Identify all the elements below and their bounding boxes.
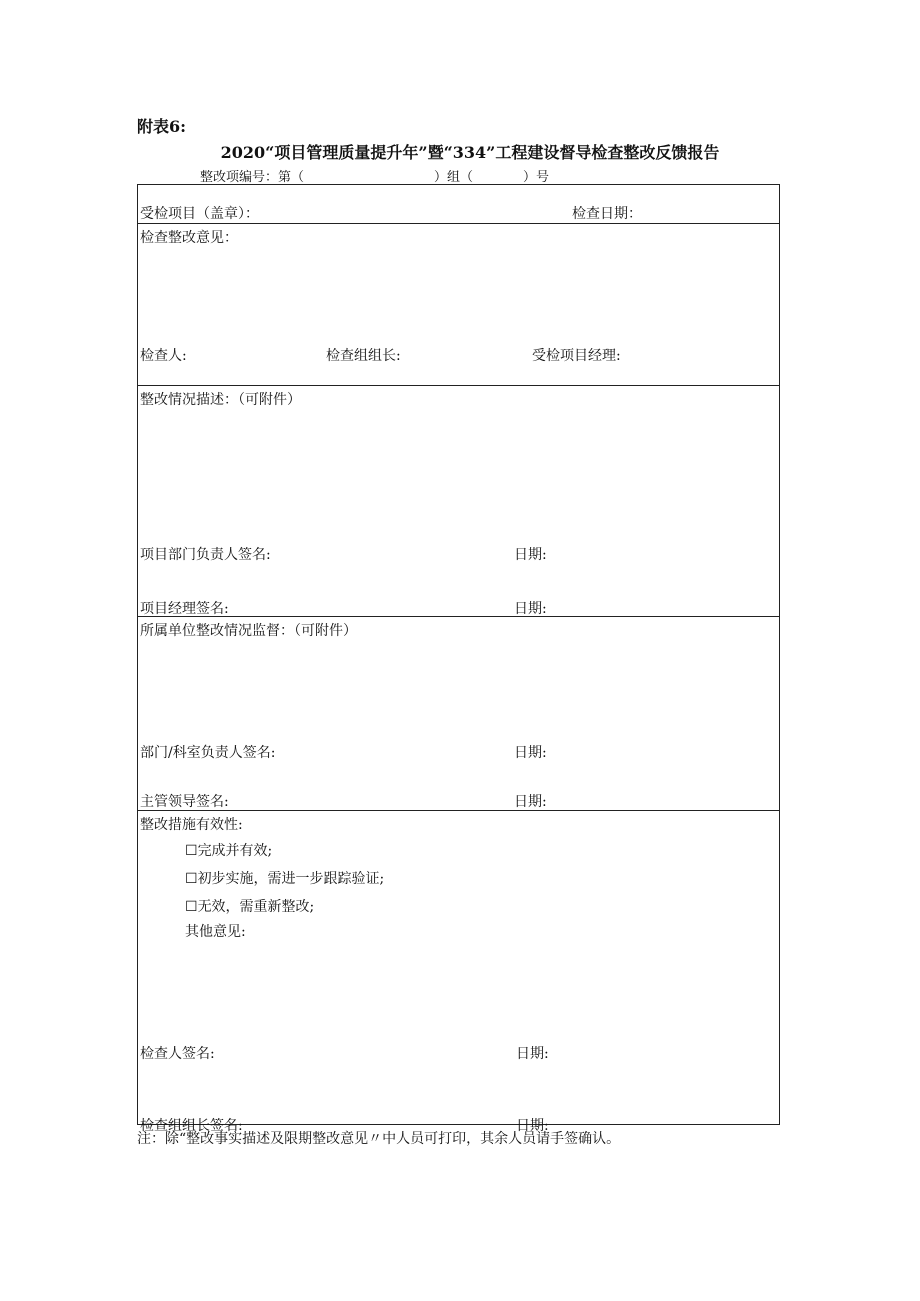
- option-invalid[interactable]: [185, 896, 314, 916]
- group-leader-signature-label: 检查组组长签名:: [140, 1118, 243, 1134]
- date-label: 日期:: [516, 1118, 549, 1134]
- date-label: 日期:: [514, 601, 547, 617]
- option-label: 初步实施，需进一步跟踪验证;: [197, 871, 385, 887]
- checkbox-icon[interactable]: ☐: [185, 871, 198, 887]
- date-label: 日期:: [514, 547, 547, 563]
- date-label: 日期:: [514, 745, 547, 761]
- date-label: 日期:: [514, 794, 547, 810]
- effectiveness-label: 整改措施有效性:: [140, 817, 243, 833]
- checkbox-icon[interactable]: ☐: [185, 843, 198, 859]
- annex-label: 附表6:: [137, 117, 187, 136]
- option-label: 无效，需重新整改;: [197, 899, 315, 915]
- option-complete[interactable]: [185, 840, 272, 860]
- footnote: 注：除“整改事实描述及限期整改意见〃中人员可打印，其余人员请手签确认。: [137, 1131, 621, 1147]
- serial-suffix: ）号: [523, 170, 550, 185]
- serial-prefix: 整改项编号：第（: [200, 170, 305, 185]
- unit-supervision-label: 所属单位整改情况监督：（可附件）: [140, 623, 357, 639]
- pm-signature-label: 项目经理签名:: [140, 601, 229, 617]
- inspection-opinion-label: 检查整改意见：: [140, 230, 238, 246]
- rectification-description-label: 整改情况描述：（可附件）: [140, 392, 301, 408]
- serial-group: ）组（: [434, 170, 474, 185]
- row-divider: [138, 385, 779, 386]
- dept-head-signature-label: 项目部门负责人签名:: [140, 547, 271, 563]
- option-label: 完成并有效;: [197, 843, 273, 859]
- option-initial[interactable]: [185, 868, 384, 888]
- inspected-project-label: 受检项目（盖章）：: [140, 206, 259, 222]
- other-opinion-label: 其他意见:: [185, 924, 246, 940]
- report-title: 2020“项目管理质量提升年”暨“334”工程建设督导检查整改反馈报告: [220, 143, 720, 162]
- serial-number-line: [200, 166, 549, 185]
- group-leader-label: 检查组组长:: [326, 348, 401, 364]
- row-divider: [138, 810, 779, 811]
- inspector-signature-label: 检查人签名:: [140, 1046, 215, 1062]
- row-divider: [138, 223, 779, 224]
- office-head-signature-label: 部门/科室负责人签名:: [140, 745, 276, 761]
- row-divider: [138, 616, 779, 617]
- inspector-label: 检查人:: [140, 348, 187, 364]
- project-manager-label: 受检项目经理:: [532, 348, 621, 364]
- inspection-date-label: 检查日期：: [572, 206, 642, 222]
- leader-signature-label: 主管领导签名:: [140, 794, 229, 810]
- feedback-form-table: [137, 184, 780, 1134]
- checkbox-icon[interactable]: ☐: [185, 899, 198, 915]
- date-label: 日期:: [516, 1046, 549, 1062]
